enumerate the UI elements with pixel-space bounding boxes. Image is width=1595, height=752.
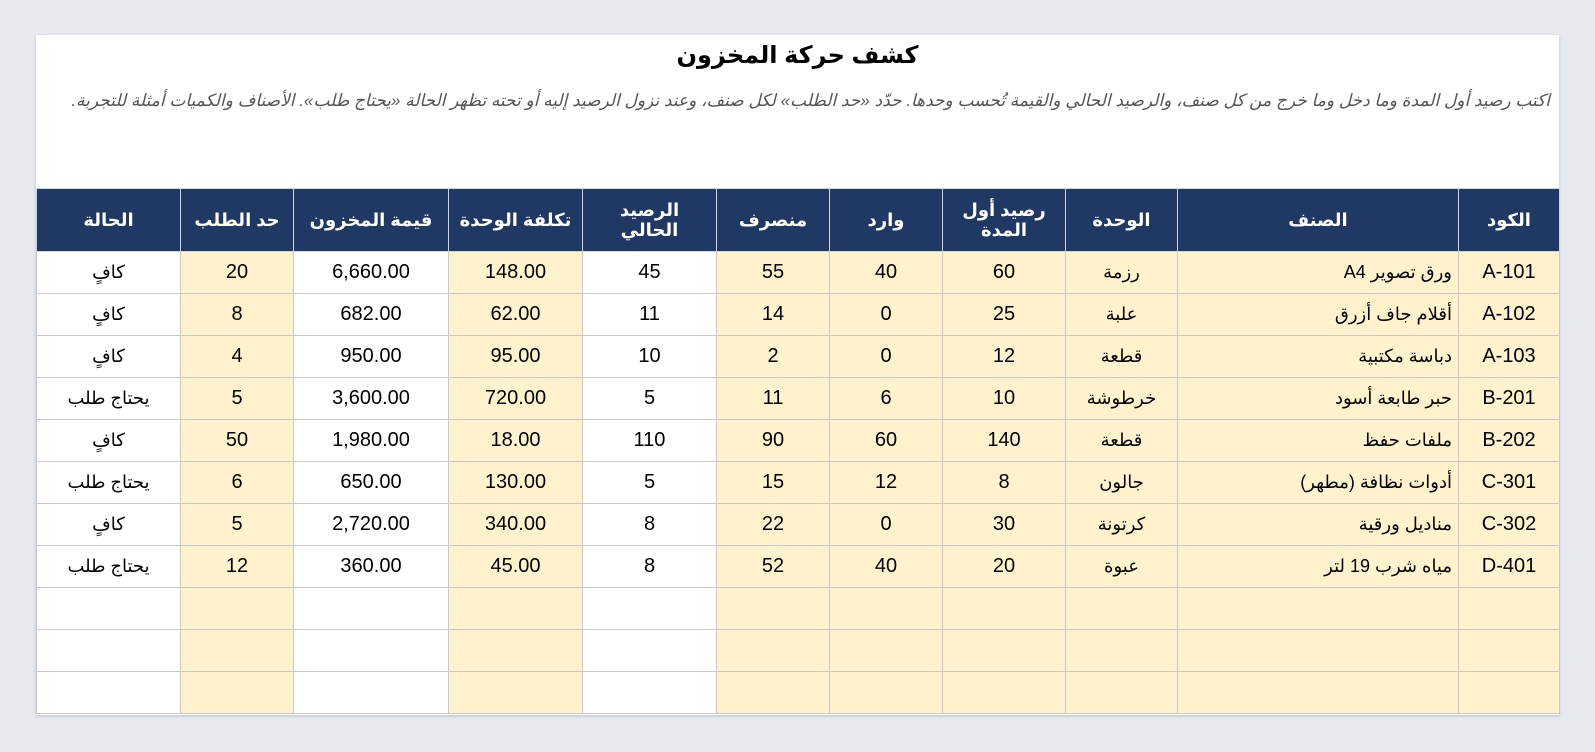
cell-opening-balance[interactable]: 20 xyxy=(943,546,1066,588)
cell-current-balance[interactable]: 5 xyxy=(583,378,717,420)
cell-unit-cost[interactable]: 148.00 xyxy=(449,252,583,294)
cell-reorder-level[interactable]: 8 xyxy=(181,294,294,336)
cell-issued[interactable]: 22 xyxy=(717,504,830,546)
cell-code[interactable]: B-201 xyxy=(1459,378,1560,420)
cell-received[interactable]: 40 xyxy=(830,252,943,294)
table-row xyxy=(37,420,1560,462)
cell-unit-cost[interactable] xyxy=(449,672,583,714)
cell-stock-value[interactable]: 1,980.00 xyxy=(294,420,449,462)
cell-current-balance[interactable]: 5 xyxy=(583,462,717,504)
cell-reorder-level[interactable]: 5 xyxy=(181,378,294,420)
cell-code[interactable]: A-101 xyxy=(1459,252,1560,294)
cell-unit[interactable] xyxy=(1066,630,1178,672)
cell-issued[interactable]: 15 xyxy=(717,462,830,504)
cell-reorder-level[interactable]: 50 xyxy=(181,420,294,462)
table-row xyxy=(37,504,1560,546)
cell-item[interactable] xyxy=(1178,672,1459,714)
cell-current-balance[interactable]: 11 xyxy=(583,294,717,336)
cell-stock-value[interactable] xyxy=(294,588,449,630)
cell-item[interactable]: دباسة مكتبية xyxy=(1178,336,1459,378)
cell-unit-cost[interactable]: 95.00 xyxy=(449,336,583,378)
cell-received[interactable] xyxy=(830,672,943,714)
cell-item[interactable]: مياه شرب 19 لتر xyxy=(1178,546,1459,588)
cell-unit[interactable]: كرتونة xyxy=(1066,504,1178,546)
cell-unit[interactable]: خرطوشة xyxy=(1066,378,1178,420)
page-title: كشف حركة المخزون xyxy=(676,42,919,69)
cell-code[interactable]: A-103 xyxy=(1459,336,1560,378)
cell-reorder-level[interactable] xyxy=(181,588,294,630)
cell-opening-balance[interactable]: 8 xyxy=(943,462,1066,504)
cell-issued[interactable]: 52 xyxy=(717,546,830,588)
cell-unit-cost[interactable]: 62.00 xyxy=(449,294,583,336)
cell-status[interactable]: كافٍ xyxy=(37,420,181,462)
cell-current-balance[interactable]: 8 xyxy=(583,546,717,588)
column-header-unit-cost: تكلفة الوحدة xyxy=(449,189,583,252)
column-header-status: الحالة xyxy=(37,189,181,252)
column-header-received: وارد xyxy=(830,189,943,252)
cell-reorder-level[interactable]: 4 xyxy=(181,336,294,378)
column-header-opening-balance: رصيد أول المدة xyxy=(943,189,1066,252)
cell-opening-balance[interactable]: 60 xyxy=(943,252,1066,294)
table-row xyxy=(37,378,1560,420)
cell-received[interactable]: 6 xyxy=(830,378,943,420)
cell-item[interactable]: ورق تصوير A4 xyxy=(1178,252,1459,294)
cell-status[interactable]: يحتاج طلب xyxy=(37,378,181,420)
cell-reorder-level[interactable]: 5 xyxy=(181,504,294,546)
cell-status[interactable] xyxy=(37,588,181,630)
cell-opening-balance[interactable]: 12 xyxy=(943,336,1066,378)
cell-unit[interactable] xyxy=(1066,672,1178,714)
cell-unit-cost[interactable]: 340.00 xyxy=(449,504,583,546)
cell-status[interactable] xyxy=(37,630,181,672)
column-header-issued: منصرف xyxy=(717,189,830,252)
cell-code[interactable] xyxy=(1459,630,1560,672)
cell-received[interactable]: 0 xyxy=(830,294,943,336)
cell-issued[interactable]: 11 xyxy=(717,378,830,420)
cell-unit-cost[interactable]: 720.00 xyxy=(449,378,583,420)
cell-issued[interactable] xyxy=(717,588,830,630)
cell-reorder-level[interactable] xyxy=(181,630,294,672)
column-header-current-balance: الرصيد الحالي xyxy=(583,189,717,252)
cell-item[interactable]: أقلام جاف أزرق xyxy=(1178,294,1459,336)
cell-code[interactable] xyxy=(1459,588,1560,630)
cell-unit-cost[interactable] xyxy=(449,588,583,630)
cell-item[interactable]: حبر طابعة أسود xyxy=(1178,378,1459,420)
column-header-stock-value: قيمة المخزون xyxy=(294,189,449,252)
cell-reorder-level[interactable]: 20 xyxy=(181,252,294,294)
cell-opening-balance[interactable]: 25 xyxy=(943,294,1066,336)
cell-issued[interactable]: 2 xyxy=(717,336,830,378)
cell-unit[interactable]: قطعة xyxy=(1066,420,1178,462)
cell-unit-cost[interactable] xyxy=(449,630,583,672)
cell-item[interactable]: ملفات حفظ xyxy=(1178,420,1459,462)
cell-received[interactable]: 0 xyxy=(830,504,943,546)
cell-reorder-level[interactable]: 12 xyxy=(181,546,294,588)
cell-stock-value[interactable]: 6,660.00 xyxy=(294,252,449,294)
column-header-code: الكود xyxy=(1459,189,1560,252)
cell-stock-value[interactable]: 3,600.00 xyxy=(294,378,449,420)
cell-unit-cost[interactable]: 45.00 xyxy=(449,546,583,588)
cell-received[interactable]: 40 xyxy=(830,546,943,588)
header-row xyxy=(37,189,1560,252)
cell-stock-value[interactable]: 650.00 xyxy=(294,462,449,504)
inventory-sheet xyxy=(36,35,1559,715)
cell-received[interactable] xyxy=(830,588,943,630)
table-row xyxy=(37,462,1560,504)
cell-unit[interactable]: رزمة xyxy=(1066,252,1178,294)
cell-unit[interactable]: علبة xyxy=(1066,294,1178,336)
cell-stock-value[interactable]: 682.00 xyxy=(294,294,449,336)
column-header-item: الصنف xyxy=(1178,189,1459,252)
table-body xyxy=(37,252,1560,714)
cell-stock-value[interactable]: 950.00 xyxy=(294,336,449,378)
table-row xyxy=(37,252,1560,294)
cell-status[interactable]: كافٍ xyxy=(37,336,181,378)
cell-code[interactable]: A-102 xyxy=(1459,294,1560,336)
cell-code[interactable]: B-202 xyxy=(1459,420,1560,462)
cell-reorder-level[interactable] xyxy=(181,672,294,714)
cell-current-balance[interactable] xyxy=(583,672,717,714)
cell-current-balance[interactable]: 8 xyxy=(583,504,717,546)
cell-opening-balance[interactable]: 30 xyxy=(943,504,1066,546)
table-row xyxy=(37,336,1560,378)
cell-status[interactable]: يحتاج طلب xyxy=(37,462,181,504)
cell-stock-value[interactable] xyxy=(294,630,449,672)
column-header-reorder-level: حد الطلب xyxy=(181,189,294,252)
cell-status[interactable]: كافٍ xyxy=(37,252,181,294)
cell-code[interactable]: C-301 xyxy=(1459,462,1560,504)
cell-current-balance[interactable]: 110 xyxy=(583,420,717,462)
cell-opening-balance[interactable] xyxy=(943,672,1066,714)
cell-reorder-level[interactable]: 6 xyxy=(181,462,294,504)
cell-unit[interactable]: قطعة xyxy=(1066,336,1178,378)
cell-opening-balance[interactable]: 10 xyxy=(943,378,1066,420)
cell-issued[interactable]: 55 xyxy=(717,252,830,294)
cell-item[interactable] xyxy=(1178,630,1459,672)
cell-received[interactable]: 60 xyxy=(830,420,943,462)
cell-unit[interactable] xyxy=(1066,588,1178,630)
cell-issued[interactable] xyxy=(717,672,830,714)
inventory-table xyxy=(36,188,1560,714)
cell-issued[interactable]: 90 xyxy=(717,420,830,462)
table-row xyxy=(37,546,1560,588)
cell-unit-cost[interactable]: 18.00 xyxy=(449,420,583,462)
table-row xyxy=(37,672,1560,714)
cell-stock-value[interactable]: 2,720.00 xyxy=(294,504,449,546)
cell-opening-balance[interactable]: 140 xyxy=(943,420,1066,462)
cell-unit[interactable]: جالون xyxy=(1066,462,1178,504)
cell-code[interactable] xyxy=(1459,672,1560,714)
table-header xyxy=(37,189,1560,252)
table-row xyxy=(37,588,1560,630)
cell-code[interactable]: D-401 xyxy=(1459,546,1560,588)
cell-unit[interactable]: عبوة xyxy=(1066,546,1178,588)
cell-current-balance[interactable]: 45 xyxy=(583,252,717,294)
cell-received[interactable] xyxy=(830,630,943,672)
table-row xyxy=(37,294,1560,336)
cell-item[interactable] xyxy=(1178,588,1459,630)
cell-issued[interactable] xyxy=(717,630,830,672)
cell-status[interactable] xyxy=(37,672,181,714)
cell-stock-value[interactable]: 360.00 xyxy=(294,546,449,588)
cell-received[interactable]: 12 xyxy=(830,462,943,504)
cell-opening-balance[interactable] xyxy=(943,630,1066,672)
cell-received[interactable]: 0 xyxy=(830,336,943,378)
column-header-unit: الوحدة xyxy=(1066,189,1178,252)
cell-item[interactable]: مناديل ورقية xyxy=(1178,504,1459,546)
cell-status[interactable]: كافٍ xyxy=(37,504,181,546)
cell-current-balance[interactable] xyxy=(583,630,717,672)
cell-stock-value[interactable] xyxy=(294,672,449,714)
cell-status[interactable]: يحتاج طلب xyxy=(37,546,181,588)
instructions-text: اكتب رصيد أول المدة وما دخل وما خرج من كل صنف، والرصيد الحالي والقيمة تُحسب وحدها. حدّد «حد الطلب» لكل صنف، وعند نزول الرصيد إليه أو تحته تظهر الحالة «يحتاج طلب». الأصناف والكميات أمثلة للتجربة. xyxy=(71,91,1550,110)
cell-issued[interactable]: 14 xyxy=(717,294,830,336)
cell-item[interactable]: أدوات نظافة (مطهر) xyxy=(1178,462,1459,504)
cell-code[interactable]: C-302 xyxy=(1459,504,1560,546)
cell-unit-cost[interactable]: 130.00 xyxy=(449,462,583,504)
cell-current-balance[interactable]: 10 xyxy=(583,336,717,378)
table-row xyxy=(37,630,1560,672)
cell-current-balance[interactable] xyxy=(583,588,717,630)
cell-status[interactable]: كافٍ xyxy=(37,294,181,336)
cell-opening-balance[interactable] xyxy=(943,588,1066,630)
